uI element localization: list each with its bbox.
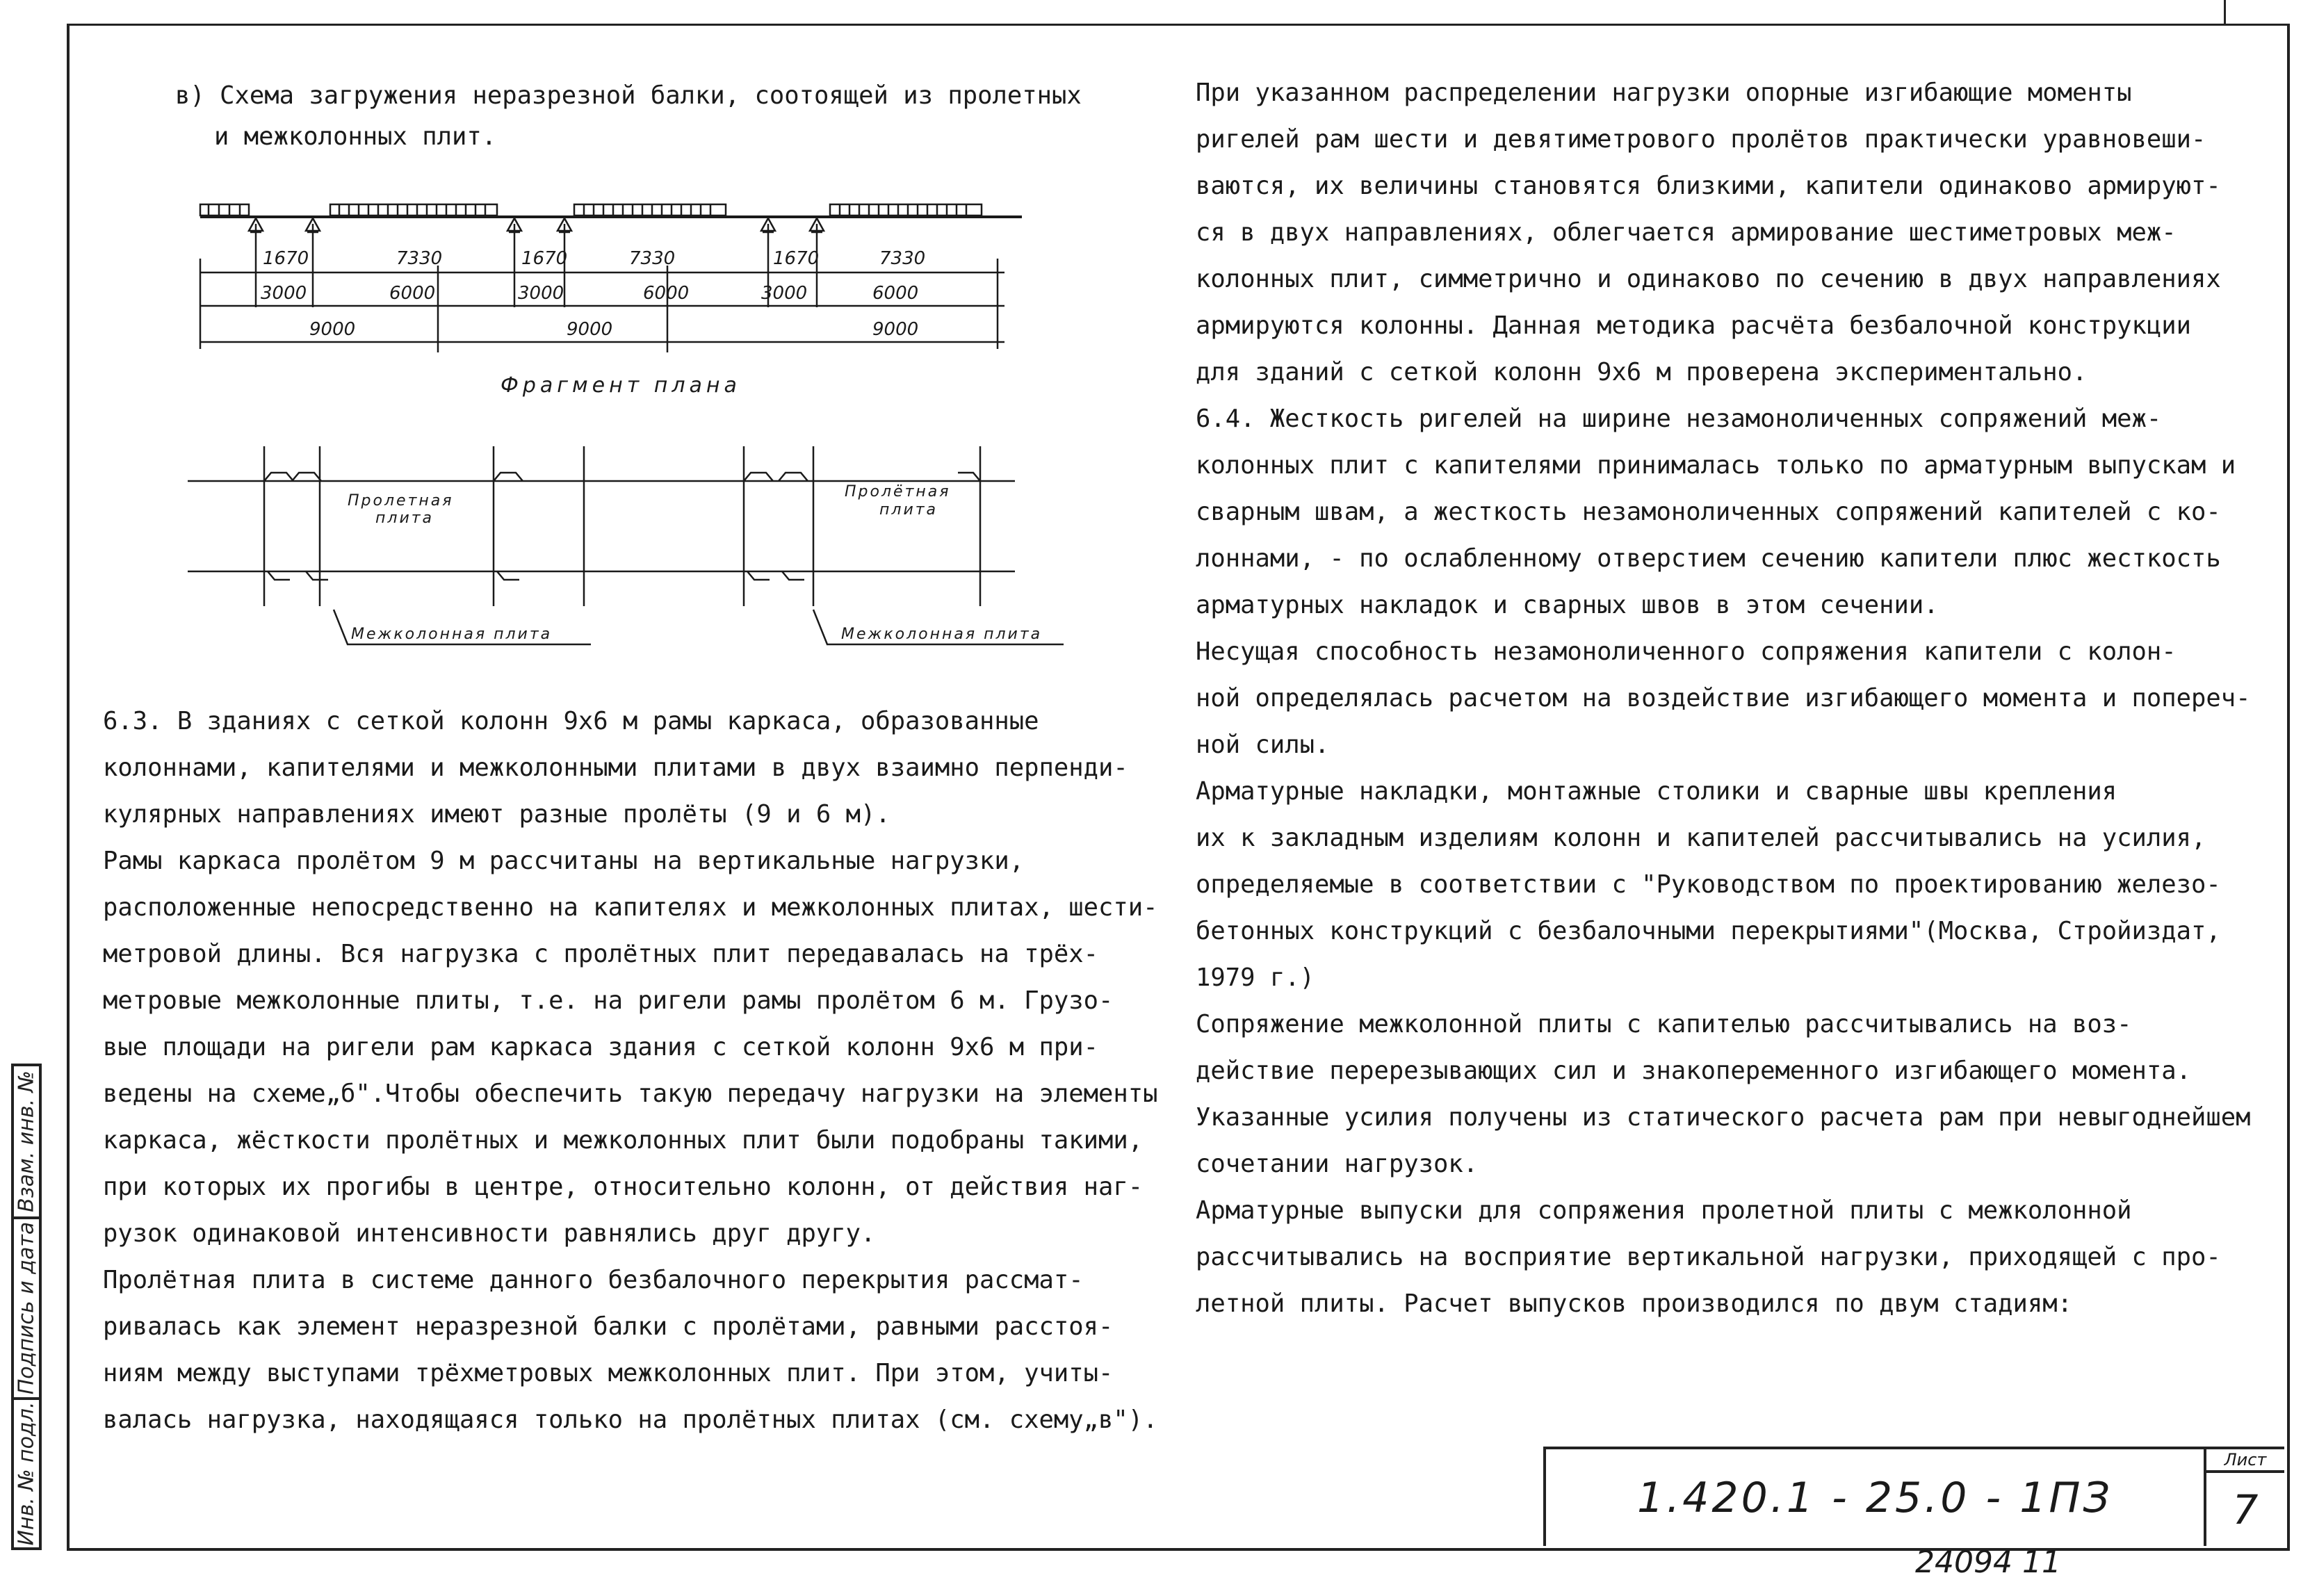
dim-3000-1: 3000 xyxy=(261,283,307,304)
right-line: Арматурные выпуски для сопряжения пролетной плиты с межколонной xyxy=(1196,1196,2132,1225)
left-line: Пролётная плита в системе данного безбалочного перекрытия рассмат- xyxy=(103,1266,1084,1294)
left-line: кулярных направлениях имеют разные пролёты (9 и 6 м). xyxy=(103,800,890,829)
stamp-replaced-inv: Взам. инв. № xyxy=(14,1070,39,1212)
right-line: летной плиты. Расчет выпусков производился по двум стадиям: xyxy=(1196,1289,2072,1318)
span-slab-right-label-line-2: плита xyxy=(879,501,938,519)
right-line: ной определялась расчетом на воздействие изгибающего момента и попереч- xyxy=(1196,684,2251,712)
right-line: ваются, их величины становятся близкими, капители одинаково армируют- xyxy=(1196,172,2221,200)
left-line: ниям между выступами трёхметровых межколонных плит. При этом, учиты- xyxy=(103,1359,1114,1387)
left-line: расположенные непосредственно на капителях и межколонных плитах, шести- xyxy=(103,893,1158,922)
right-line: Арматурные накладки, монтажные столики и сварные швы крепления xyxy=(1196,777,2117,806)
dim-9000-3: 9000 xyxy=(872,319,919,340)
dim-6000-3: 6000 xyxy=(872,283,919,304)
loading-scheme-diagram xyxy=(181,182,1091,655)
right-line: При указанном распределении нагрузки опорные изгибающие моменты xyxy=(1196,79,2132,107)
dim-3000-3: 3000 xyxy=(761,283,808,304)
stamp-inv-original: Инв. № подл. xyxy=(14,1401,39,1546)
dim-9000-1: 9000 xyxy=(309,319,356,340)
right-line: армируются колонны. Данная методика расчёта безбалочной конструкции xyxy=(1196,311,2191,340)
title-block xyxy=(1543,1447,2284,1546)
load-bar-right xyxy=(830,204,982,215)
stamp-sign-date: Подпись и дата xyxy=(14,1221,39,1395)
dim-1670-2: 1670 xyxy=(521,248,568,269)
left-line: вые площади на ригели рам каркаса здания с сеткой колонн 9х6 м при- xyxy=(103,1033,1098,1061)
dim-1670-3: 1670 xyxy=(773,248,820,269)
left-line: колоннами, капителями и межколонными плитами в двух взаимно перпенди- xyxy=(103,754,1128,782)
dim-7330-3: 7330 xyxy=(879,248,926,269)
right-line: арматурных накладок и сварных швов в этом сечении. xyxy=(1196,591,1939,619)
stamp-cell-replaced-inv xyxy=(14,1066,39,1219)
right-line: Сопряжение межколонной плиты с капителью рассчитывались на воз- xyxy=(1196,1010,2132,1039)
inventory-number: 24094 11 xyxy=(1915,1545,2061,1580)
left-line: каркаса, жёсткости пролётных и межколонных плит были подобраны такими, xyxy=(103,1126,1144,1155)
right-line: Несущая способность незамоноличенного сопряжения капители с колон- xyxy=(1196,637,2177,666)
left-line: 6.3. В зданиях с сеткой колонн 9х6 м рамы каркаса, образованные xyxy=(103,707,1039,735)
dim-9000-2: 9000 xyxy=(567,319,613,340)
right-line: 6.4. Жесткость ригелей на ширине незамоноличенных сопряжений меж- xyxy=(1196,405,2162,433)
right-line: определяемые в соответствии с "Руководством по проектированию железо- xyxy=(1196,870,2221,899)
right-line: Указанные усилия получены из статического расчета рам при невыгоднейшем xyxy=(1196,1103,2251,1132)
load-bar-left xyxy=(200,204,497,215)
intercolumn-slab-label-right: Межколонная плита xyxy=(841,626,1043,643)
right-line: сварным швам, а жесткость незамоноличенных сопряжений капителей с ко- xyxy=(1196,498,2221,526)
plan-fragment xyxy=(188,446,1064,644)
left-text-column xyxy=(103,698,1157,1443)
dim-7330-1: 7330 xyxy=(396,248,443,269)
dim-7330-2: 7330 xyxy=(629,248,676,269)
right-text-column xyxy=(1196,70,2250,1327)
right-line: сочетании нагрузок. xyxy=(1196,1150,1479,1178)
sheet-number: 7 xyxy=(2232,1485,2259,1533)
sheet-cell xyxy=(2204,1449,2284,1546)
right-line: колонных плит, симметрично и одинаково по сечению в двух направлениях xyxy=(1196,265,2221,293)
right-line: их к закладным изделиям колонн и капителей рассчитывались на усилия, xyxy=(1196,824,2206,852)
span-slab-right-label-line-1: Пролётная xyxy=(845,483,951,500)
left-line: валась нагрузка, находящаяся только на пролётных плитах (см. схему„в"). xyxy=(103,1406,1158,1434)
right-line: ной силы. xyxy=(1196,731,1330,759)
approval-stamp-strip xyxy=(11,1064,42,1550)
document-code: 1.420.1 - 25.0 - 1ПЗ xyxy=(1637,1473,2113,1522)
dim-6000-2: 6000 xyxy=(643,283,690,304)
right-line: колонных плит с капителями принималась только по арматурным выпускам и xyxy=(1196,451,2236,480)
frame-top-tick xyxy=(2224,0,2226,24)
dim-1670-1: 1670 xyxy=(263,248,309,269)
scheme-heading-line-1: в) Схема загружения неразрезной балки, соотоящей из пролетных xyxy=(175,81,1082,110)
dim-6000-1: 6000 xyxy=(389,283,436,304)
right-line: ригелей рам шести и девятиметрового пролётов практически уравновеши- xyxy=(1196,125,2206,154)
left-line: метровые межколонные плиты, т.е. на ригели рамы пролётом 6 м. Грузо- xyxy=(103,986,1114,1015)
intercolumn-slab-label-left: Межколонная плита xyxy=(351,626,553,643)
fragment-title: Фрагмент плана xyxy=(501,373,741,398)
right-line: ся в двух направлениях, облегчается армирование шестиметровых меж- xyxy=(1196,218,2177,247)
right-line: лоннами, - по ослабленному отверстием сечению капители плюс жесткость xyxy=(1196,544,2221,573)
scheme-heading-line-2: и межколонных плит. xyxy=(214,122,497,151)
load-bar-middle xyxy=(574,204,726,215)
left-line: ведены на схеме„б".Чтобы обеспечить такую передачу нагрузки на элементы xyxy=(103,1080,1158,1108)
stamp-cell-inv-original xyxy=(14,1400,39,1547)
left-line: рузок одинаковой интенсивности равнялись друг другу. xyxy=(103,1219,876,1248)
right-line: рассчитывались на восприятие вертикальной нагрузки, приходящей с про- xyxy=(1196,1243,2221,1271)
left-line: Рамы каркаса пролётом 9 м рассчитаны на вертикальные нагрузки, xyxy=(103,847,1025,875)
sheet-label: Лист xyxy=(2206,1449,2284,1473)
span-slab-label-line-1: Пролетная xyxy=(348,492,454,510)
right-line: бетонных конструкций с безбалочными перекрытиями"(Москва, Стройиздат, xyxy=(1196,917,2221,945)
span-slab-label-line-2: плита xyxy=(375,510,434,527)
left-line: при которых их прогибы в центре, относительно колонн, от действия наг- xyxy=(103,1173,1144,1201)
left-line: ривалась как элемент неразрезной балки с пролётами, равными расстоя- xyxy=(103,1312,1114,1341)
scheme-heading xyxy=(175,75,1082,157)
right-line: для зданий с сеткой колонн 9х6 м проверена экспериментально. xyxy=(1196,358,2088,386)
left-line: метровой длины. Вся нагрузка с пролётных плит передавалась на трёх- xyxy=(103,940,1098,968)
stamp-cell-sign-date xyxy=(14,1219,39,1400)
right-line: 1979 г.) xyxy=(1196,963,1315,992)
right-line: действие перерезывающих сил и знакопеременного изгибающего момента. xyxy=(1196,1057,2191,1085)
dim-3000-2: 3000 xyxy=(518,283,564,304)
